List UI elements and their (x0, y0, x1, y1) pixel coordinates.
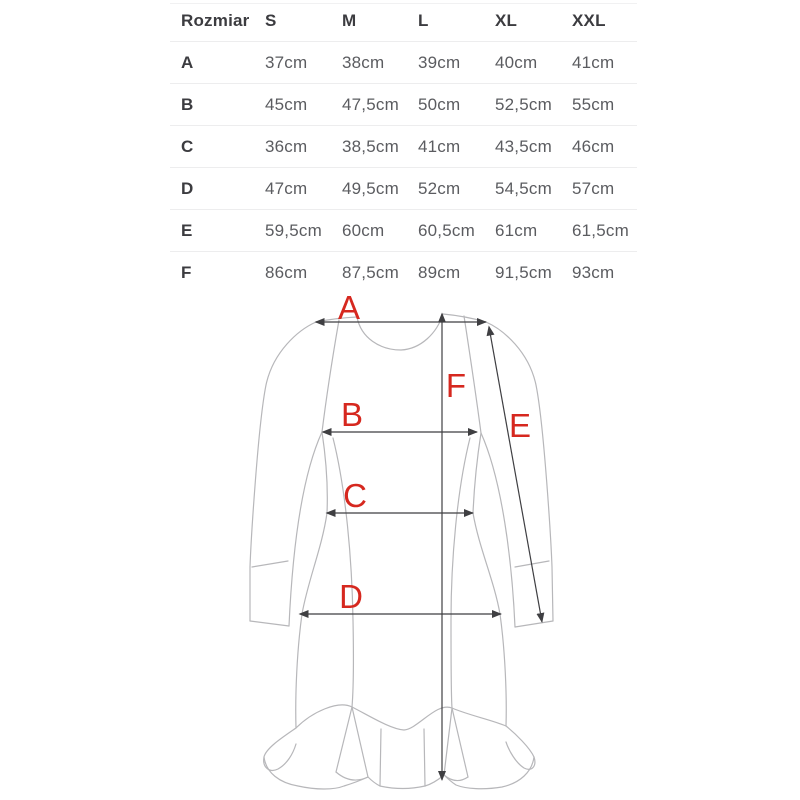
measurement-value: 41cm (418, 137, 461, 156)
size-column-header-xl: XL (495, 11, 518, 30)
measurement-value: 86cm (265, 263, 308, 282)
table-row-c (170, 126, 637, 168)
measurement-value: 38cm (342, 53, 385, 72)
measurement-value: 61cm (495, 221, 538, 240)
dim-label-a: A (337, 289, 361, 326)
measurement-value: 52cm (418, 179, 461, 198)
dim-label-c: C (343, 477, 367, 514)
measurement-value: 39cm (418, 53, 461, 72)
dim-label-b: B (340, 396, 364, 433)
row-label: E (181, 221, 193, 240)
row-label: D (181, 179, 194, 198)
table-row-a (170, 42, 637, 84)
row-label: A (181, 53, 194, 72)
measurement-value: 60cm (342, 221, 385, 240)
measurement-value: 36cm (265, 137, 308, 156)
measurement-value: 43,5cm (495, 137, 552, 156)
measurement-value: 38,5cm (342, 137, 399, 156)
table-row-d (170, 168, 637, 210)
row-label: B (181, 95, 194, 114)
table-row-e (170, 210, 637, 252)
size-column-header-l: L (418, 11, 429, 30)
measurement-value: 41cm (572, 53, 615, 72)
measurement-value: 91,5cm (495, 263, 552, 282)
corner-header: Rozmiar (181, 11, 250, 30)
measurement-value: 59,5cm (265, 221, 322, 240)
measurement-value: 52,5cm (495, 95, 552, 114)
measurement-value: 55cm (572, 95, 615, 114)
dim-label-e: E (508, 407, 532, 444)
dim-label-f: F (445, 367, 467, 404)
dress-outline (250, 314, 553, 789)
row-label: C (181, 137, 194, 156)
size-chart-table (170, 0, 637, 293)
measurement-value: 47cm (265, 179, 308, 198)
measurement-value: 61,5cm (572, 221, 629, 240)
dim-label-d: D (339, 578, 363, 615)
dimension-line-e (489, 327, 542, 622)
measurement-value: 37cm (265, 53, 308, 72)
measurement-value: 50cm (418, 95, 461, 114)
measurement-value: 87,5cm (342, 263, 399, 282)
measurement-value: 60,5cm (418, 221, 475, 240)
measurement-value: 47,5cm (342, 95, 399, 114)
size-column-header-s: S (265, 11, 277, 30)
measurement-value: 45cm (265, 95, 308, 114)
row-label: F (181, 263, 192, 282)
measurement-value: 49,5cm (342, 179, 399, 198)
dress-diagram-svg (0, 283, 800, 800)
measurement-value: 89cm (418, 263, 461, 282)
measurement-value: 40cm (495, 53, 538, 72)
measurement-value: 93cm (572, 263, 615, 282)
measurement-value: 46cm (572, 137, 615, 156)
table-header-row (170, 0, 637, 42)
table-row-b (170, 84, 637, 126)
size-column-header-xxl: XXL (572, 11, 606, 30)
measurement-value: 57cm (572, 179, 615, 198)
measurement-value: 54,5cm (495, 179, 552, 198)
size-column-header-m: M (342, 11, 357, 30)
